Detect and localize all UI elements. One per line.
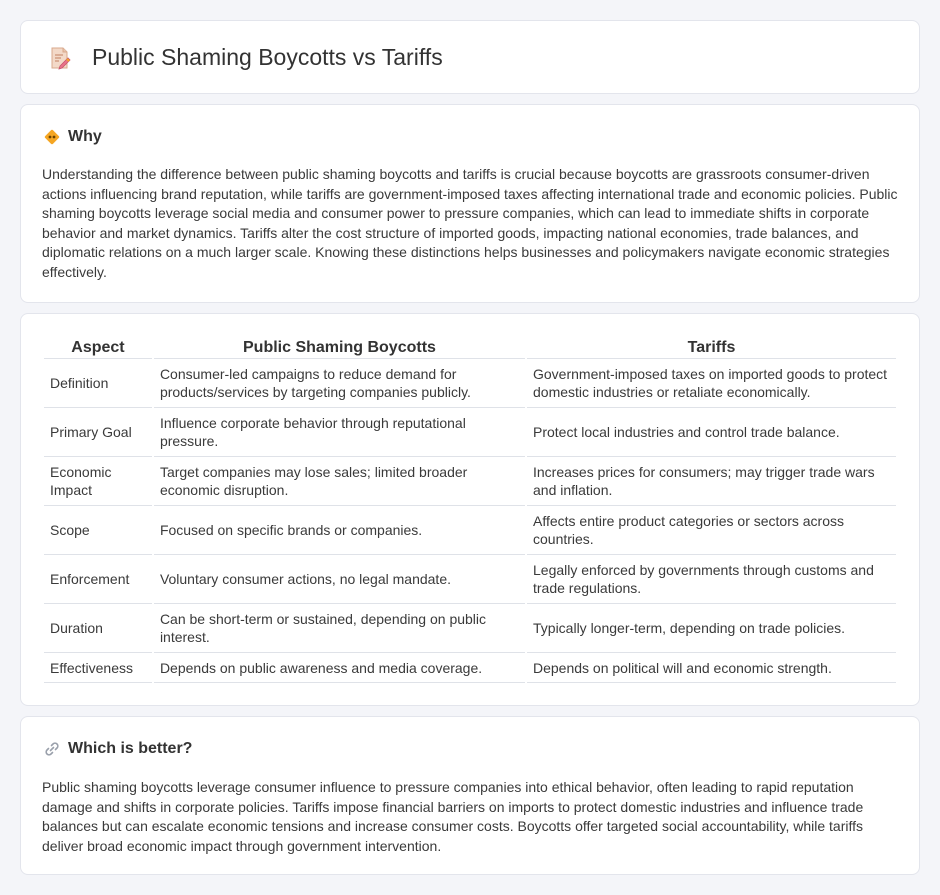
tariffs-cell: Government-imposed taxes on imported goods to protect domestic industries or retaliate economically. <box>527 358 896 407</box>
header-card <box>20 20 920 94</box>
column-header-aspect: Aspect <box>71 339 125 356</box>
boycotts-cell: Target companies may lose sales; limited broader economic disruption. <box>154 456 525 505</box>
better-text: Public shaming boycotts leverage consumer influence to pressure companies into ethical behavior, often leading to rapid reputation damage and shifts in corporate policies. Tariffs impose financial barriers on imports to protect domestic industries and influence trade balances but can escalate economic tensions and increase consumer costs. Boycotts offer targeted social accountability, while tariffs deliver broad economic impact through government intervention. <box>42 779 864 854</box>
document-pencil-icon <box>48 46 72 70</box>
boycotts-cell: Depends on public awareness and media coverage. <box>154 652 525 683</box>
why-heading-row <box>43 127 102 147</box>
comparison-table <box>42 334 898 683</box>
which-is-better-section <box>20 716 920 875</box>
better-heading: Which is better? <box>68 740 193 757</box>
page-title: Public Shaming Boycotts vs Tariffs <box>92 44 443 70</box>
tariffs-cell: Affects entire product categories or sectors across countries. <box>527 505 896 554</box>
boycotts-cell: Influence corporate behavior through reputational pressure. <box>154 407 525 456</box>
aspect-cell: Economic Impact <box>44 456 152 505</box>
why-text: Understanding the difference between public shaming boycotts and tariffs is crucial because boycotts are grassroots consumer-driven actions influencing brand reputation, while tariffs are government-imposed taxes affecting international trade and economic policies. Public shaming boycotts leverage social media and consumer power to pressure companies, which can lead to immediate shifts in corporate behavior and market dynamics. Tariffs alter the cost structure of imported goods, impacting national economies, trade balances, and diplomatic relations on a much larger scale. Knowing these distinctions helps businesses and policymakers navigate economic strategies effectively. <box>42 166 898 280</box>
table-row <box>44 456 896 505</box>
tariffs-cell: Increases prices for consumers; may trigger trade wars and inflation. <box>527 456 896 505</box>
boycotts-cell: Can be short-term or sustained, depending on public interest. <box>154 603 525 652</box>
table-row <box>44 554 896 603</box>
tariffs-cell: Protect local industries and control trade balance. <box>527 407 896 456</box>
aspect-cell: Duration <box>44 603 152 652</box>
better-heading-row <box>43 739 192 759</box>
aspect-cell: Scope <box>44 505 152 554</box>
aspect-cell: Primary Goal <box>44 407 152 456</box>
table-row <box>44 603 896 652</box>
table-row <box>44 358 896 407</box>
why-heading: Why <box>68 128 102 145</box>
comparison-section <box>20 313 920 706</box>
tariffs-cell: Depends on political will and economic strength. <box>527 652 896 683</box>
aspect-cell: Effectiveness <box>44 652 152 683</box>
tariffs-cell: Legally enforced by governments through customs and trade regulations. <box>527 554 896 603</box>
aspect-cell: Definition <box>44 358 152 407</box>
table-header-row <box>44 334 896 358</box>
diamond-warning-icon <box>43 128 61 146</box>
boycotts-cell: Focused on specific brands or companies. <box>154 505 525 554</box>
table-row <box>44 652 896 683</box>
table-row <box>44 407 896 456</box>
link-icon <box>43 740 61 758</box>
column-header-boycotts: Public Shaming Boycotts <box>243 339 436 356</box>
column-header-tariffs: Tariffs <box>687 339 736 356</box>
aspect-cell: Enforcement <box>44 554 152 603</box>
boycotts-cell: Consumer-led campaigns to reduce demand for products/services by targeting companies publicly. <box>154 358 525 407</box>
boycotts-cell: Voluntary consumer actions, no legal mandate. <box>154 554 525 603</box>
table-row <box>44 505 896 554</box>
why-section <box>20 104 920 303</box>
tariffs-cell: Typically longer-term, depending on trade policies. <box>527 603 896 652</box>
